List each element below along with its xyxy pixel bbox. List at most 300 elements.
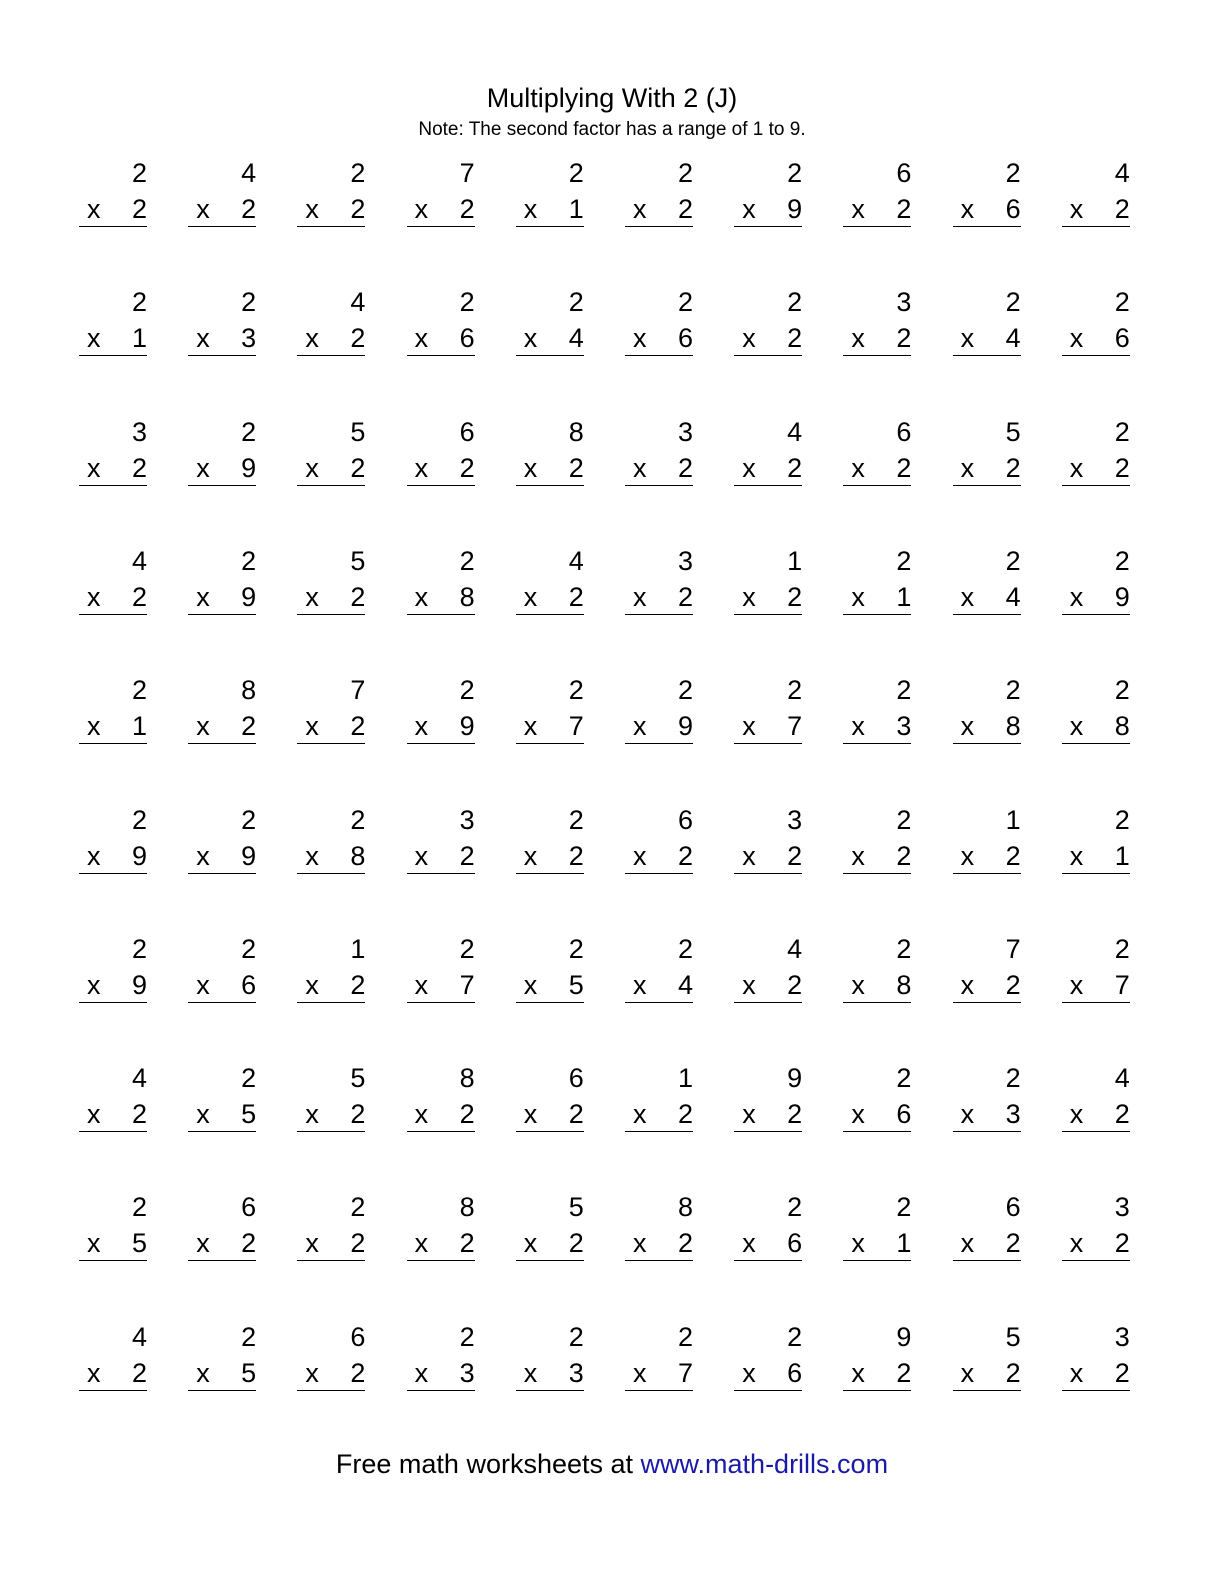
factor-line [1062,451,1130,486]
problem [188,285,256,355]
multiply-sign: x [851,969,865,1000]
second-factor: 3 [1005,1099,1021,1130]
first-factor: 2 [896,545,912,576]
problem [188,1190,256,1260]
second-factor: 2 [350,452,366,483]
problem [516,544,584,614]
factor-line [625,192,693,227]
problem [625,803,693,873]
problem [516,1061,584,1131]
first-factor: 4 [131,545,147,576]
problem [407,1061,475,1131]
problem [1062,673,1130,743]
second-factor: 8 [350,840,366,871]
problem [516,415,584,485]
second-factor: 2 [350,1099,366,1130]
first-factor: 3 [787,804,803,835]
first-factor: 6 [568,1063,584,1094]
multiply-sign: x [1069,1228,1084,1259]
factor-line [625,709,693,744]
second-factor: 7 [459,969,475,1000]
first-factor: 2 [241,933,257,964]
factor-line [407,321,475,356]
multiply-sign: x [633,194,647,224]
second-factor: 9 [241,840,257,871]
first-factor: 2 [1005,1063,1021,1094]
multiply-sign: x [414,1228,429,1259]
problem [407,1190,475,1260]
problem [625,285,693,355]
second-factor: 2 [787,840,803,871]
second-factor: 2 [459,840,475,871]
factor-line [79,192,147,227]
problem [516,803,584,873]
multiply-sign: x [742,581,756,612]
second-factor: 2 [131,1357,147,1388]
problem [1062,285,1130,355]
problem [516,156,584,226]
first-factor: 2 [568,1321,584,1352]
factor-line [297,451,365,486]
factor-line [79,321,147,356]
problem [953,156,1021,226]
multiply-sign: x [196,1099,210,1130]
problem [953,544,1021,614]
multiply-sign: x [523,194,538,224]
problem [625,415,693,485]
multiply-sign: x [523,1228,538,1259]
second-factor: 1 [131,711,147,742]
problem [734,156,802,226]
problem [297,932,365,1002]
first-factor: 9 [787,1063,803,1094]
first-factor: 4 [787,416,803,447]
factor-line [625,321,693,356]
multiply-sign: x [414,323,429,354]
multiply-sign: x [414,840,429,871]
factor-line [188,1097,256,1132]
problem [407,156,475,226]
factor-line [188,839,256,874]
second-factor: 2 [131,581,147,612]
second-factor: 2 [1005,969,1021,1000]
problem [79,932,147,1002]
multiply-sign: x [742,1099,756,1130]
first-factor: 2 [787,287,803,318]
factor-line [297,1226,365,1261]
factor-line [188,580,256,615]
problem [843,1320,911,1390]
factor-line [1062,1097,1130,1132]
problem [734,673,802,743]
factor-line [188,1356,256,1391]
multiply-sign: x [523,581,538,612]
second-factor: 2 [896,323,912,354]
first-factor: 2 [131,804,147,835]
factor-line [953,580,1021,615]
problem [297,544,365,614]
multiply-sign: x [851,194,865,224]
second-factor: 6 [1114,323,1130,354]
second-factor: 1 [131,323,147,354]
second-factor: 8 [1005,711,1021,742]
problem [734,803,802,873]
factor-line [1062,839,1130,874]
multiply-sign: x [414,1357,429,1388]
multiply-sign: x [305,323,319,354]
second-factor: 9 [131,969,147,1000]
multiply-sign: x [1069,840,1084,871]
multiply-sign: x [960,840,975,871]
factor-line [734,709,802,744]
multiply-sign: x [87,711,101,742]
footer-link[interactable]: www.math-drills.com [640,1449,889,1479]
factor-line [79,451,147,486]
first-factor: 4 [1114,158,1130,188]
problem [516,1190,584,1260]
multiply-sign: x [1069,194,1084,224]
second-factor: 2 [568,840,584,871]
problem [734,1320,802,1390]
factor-line [297,580,365,615]
problem [79,544,147,614]
first-factor: 2 [131,1192,147,1223]
factor-line [516,968,584,1003]
second-factor: 3 [896,711,912,742]
second-factor: 6 [787,1228,803,1259]
multiply-sign: x [742,969,756,1000]
second-factor: 3 [241,323,257,354]
problem [625,156,693,226]
footer-text: Free math worksheets at [335,1449,641,1479]
problem [734,544,802,614]
factor-line [79,839,147,874]
first-factor: 2 [459,675,475,706]
first-factor: 4 [131,1063,147,1094]
factor-line [79,968,147,1003]
problem [843,673,911,743]
first-factor: 6 [241,1192,257,1223]
factor-line [188,1226,256,1261]
first-factor: 2 [677,933,693,964]
second-factor: 1 [568,194,584,224]
multiply-sign: x [851,452,865,483]
multiply-sign: x [196,452,210,483]
factor-line [953,1097,1021,1132]
multiply-sign: x [305,452,319,483]
problem [79,803,147,873]
first-factor: 6 [677,804,693,835]
first-factor: 4 [350,287,366,318]
factor-line [516,1097,584,1132]
first-factor: 7 [459,158,475,188]
factor-line [953,839,1021,874]
factor-line [1062,1226,1130,1261]
second-factor: 2 [677,1228,693,1259]
problem [734,1190,802,1260]
problem [1062,1061,1130,1131]
first-factor: 8 [459,1192,475,1223]
second-factor: 5 [568,969,584,1000]
factor-line [1062,321,1130,356]
second-factor: 6 [1005,194,1021,224]
first-factor: 5 [350,1063,366,1094]
problem [297,285,365,355]
problem [407,415,475,485]
problem [516,285,584,355]
multiply-sign: x [87,1357,101,1388]
multiply-sign: x [196,1228,210,1259]
factor-line [407,580,475,615]
factor-line [516,580,584,615]
problem [297,156,365,226]
multiply-sign: x [960,1099,975,1130]
multiply-sign: x [633,969,647,1000]
factor-line [1062,968,1130,1003]
first-factor: 8 [677,1192,693,1223]
multiply-sign: x [742,1357,756,1388]
second-factor: 9 [677,711,693,742]
problem [516,673,584,743]
second-factor: 6 [677,323,693,354]
multiply-sign: x [1069,323,1084,354]
problem [1062,803,1130,873]
first-factor: 2 [1114,545,1130,576]
factor-line [734,321,802,356]
multiply-sign: x [960,969,975,1000]
multiply-sign: x [523,452,538,483]
problem [953,285,1021,355]
first-factor: 2 [241,416,257,447]
multiply-sign: x [1069,969,1084,1000]
problem [625,1320,693,1390]
second-factor: 5 [241,1357,257,1388]
factor-line [516,192,584,227]
first-factor: 2 [896,1063,912,1094]
factor-line [734,968,802,1003]
factor-line [843,1226,911,1261]
first-factor: 3 [131,416,147,447]
multiply-sign: x [851,711,865,742]
problem [625,544,693,614]
multiply-sign: x [960,1357,975,1388]
factor-line [734,192,802,227]
first-factor: 7 [350,675,366,706]
second-factor: 1 [896,581,912,612]
second-factor: 2 [1114,1099,1130,1130]
first-factor: 2 [677,1321,693,1352]
problem [188,673,256,743]
second-factor: 2 [350,1228,366,1259]
factor-line [188,968,256,1003]
factor-line [843,709,911,744]
first-factor: 2 [787,1192,803,1223]
factor-line [297,192,365,227]
second-factor: 8 [459,581,475,612]
footer [0,1446,1224,1482]
factor-line [297,1356,365,1391]
second-factor: 4 [568,323,584,354]
second-factor: 9 [459,711,475,742]
factor-line [407,192,475,227]
multiply-sign: x [87,452,101,483]
factor-line [188,709,256,744]
multiply-sign: x [196,194,210,224]
problem [1062,544,1130,614]
second-factor: 2 [1114,452,1130,483]
factor-line [516,1356,584,1391]
factor-line [188,321,256,356]
first-factor: 6 [350,1321,366,1352]
factor-line [79,580,147,615]
first-factor: 2 [459,933,475,964]
multiply-sign: x [742,194,756,224]
second-factor: 2 [677,840,693,871]
factor-line [516,451,584,486]
factor-line [79,1356,147,1391]
first-factor: 2 [896,804,912,835]
factor-line [407,709,475,744]
multiply-sign: x [742,1228,756,1259]
first-factor: 2 [896,933,912,964]
factor-line [407,839,475,874]
factor-line [297,321,365,356]
factor-line [1062,192,1130,227]
factor-line [1062,580,1130,615]
problem [625,932,693,1002]
multiply-sign: x [633,452,647,483]
first-factor: 2 [568,675,584,706]
second-factor: 6 [896,1099,912,1130]
factor-line [625,1356,693,1391]
second-factor: 2 [241,1228,257,1259]
problem [407,932,475,1002]
factor-line [297,839,365,874]
problem [1062,932,1130,1002]
second-factor: 7 [568,711,584,742]
factor-line [516,709,584,744]
multiply-sign: x [305,711,319,742]
problem [625,1190,693,1260]
multiply-sign: x [633,323,647,354]
factor-line [407,451,475,486]
first-factor: 6 [896,416,912,447]
multiply-sign: x [414,711,429,742]
first-factor: 2 [677,675,693,706]
problem [516,1320,584,1390]
second-factor: 2 [1005,1357,1021,1388]
first-factor: 2 [131,933,147,964]
first-factor: 2 [241,1063,257,1094]
second-factor: 9 [241,452,257,483]
second-factor: 2 [1005,452,1021,483]
multiply-sign: x [742,711,756,742]
problem [188,803,256,873]
multiply-sign: x [196,840,210,871]
second-factor: 9 [1114,581,1130,612]
first-factor: 2 [787,675,803,706]
factor-line [843,1356,911,1391]
multiply-sign: x [851,840,865,871]
first-factor: 5 [1005,1321,1021,1352]
factor-line [297,1097,365,1132]
multiply-sign: x [742,323,756,354]
second-factor: 2 [787,452,803,483]
multiply-sign: x [960,1228,975,1259]
multiply-sign: x [633,711,647,742]
problem [843,544,911,614]
multiply-sign: x [305,1228,319,1259]
first-factor: 2 [568,804,584,835]
second-factor: 2 [1114,1228,1130,1259]
first-factor: 2 [1005,287,1021,318]
first-factor: 2 [896,675,912,706]
first-factor: 2 [350,1192,366,1223]
factor-line [516,321,584,356]
second-factor: 9 [787,194,803,224]
second-factor: 8 [1114,711,1130,742]
problem [1062,1320,1130,1390]
multiply-sign: x [851,1357,865,1388]
multiply-sign: x [633,840,647,871]
factor-line [625,968,693,1003]
multiply-sign: x [305,1357,319,1388]
first-factor: 2 [677,158,693,188]
second-factor: 2 [787,1099,803,1130]
second-factor: 2 [350,323,366,354]
multiply-sign: x [196,323,210,354]
problem [843,156,911,226]
multiply-sign: x [633,1099,647,1130]
problem [407,803,475,873]
factor-line [188,192,256,227]
first-factor: 5 [350,545,366,576]
second-factor: 2 [241,194,257,224]
worksheet-title: Multiplying With 2 (J) [486,83,738,113]
problem [953,803,1021,873]
factor-line [953,451,1021,486]
problem [843,415,911,485]
multiply-sign: x [851,323,865,354]
first-factor: 6 [896,158,912,188]
first-factor: 6 [1005,1192,1021,1223]
factor-line [953,968,1021,1003]
first-factor: 2 [459,545,475,576]
multiply-sign: x [1069,711,1084,742]
first-factor: 2 [241,287,257,318]
factor-line [516,1226,584,1261]
second-factor: 2 [787,581,803,612]
first-factor: 3 [896,287,912,318]
second-factor: 5 [131,1228,147,1259]
second-factor: 2 [350,969,366,1000]
multiply-sign: x [851,1228,865,1259]
multiply-sign: x [305,969,319,1000]
first-factor: 2 [1114,416,1130,447]
second-factor: 2 [459,194,475,224]
second-factor: 5 [241,1099,257,1130]
problem [734,1061,802,1131]
second-factor: 7 [787,711,803,742]
second-factor: 2 [896,840,912,871]
factor-line [734,580,802,615]
factor-line [1062,1356,1130,1391]
multiply-sign: x [196,969,210,1000]
problem [843,1061,911,1131]
second-factor: 6 [241,969,257,1000]
multiply-sign: x [305,194,319,224]
second-factor: 7 [1114,969,1130,1000]
